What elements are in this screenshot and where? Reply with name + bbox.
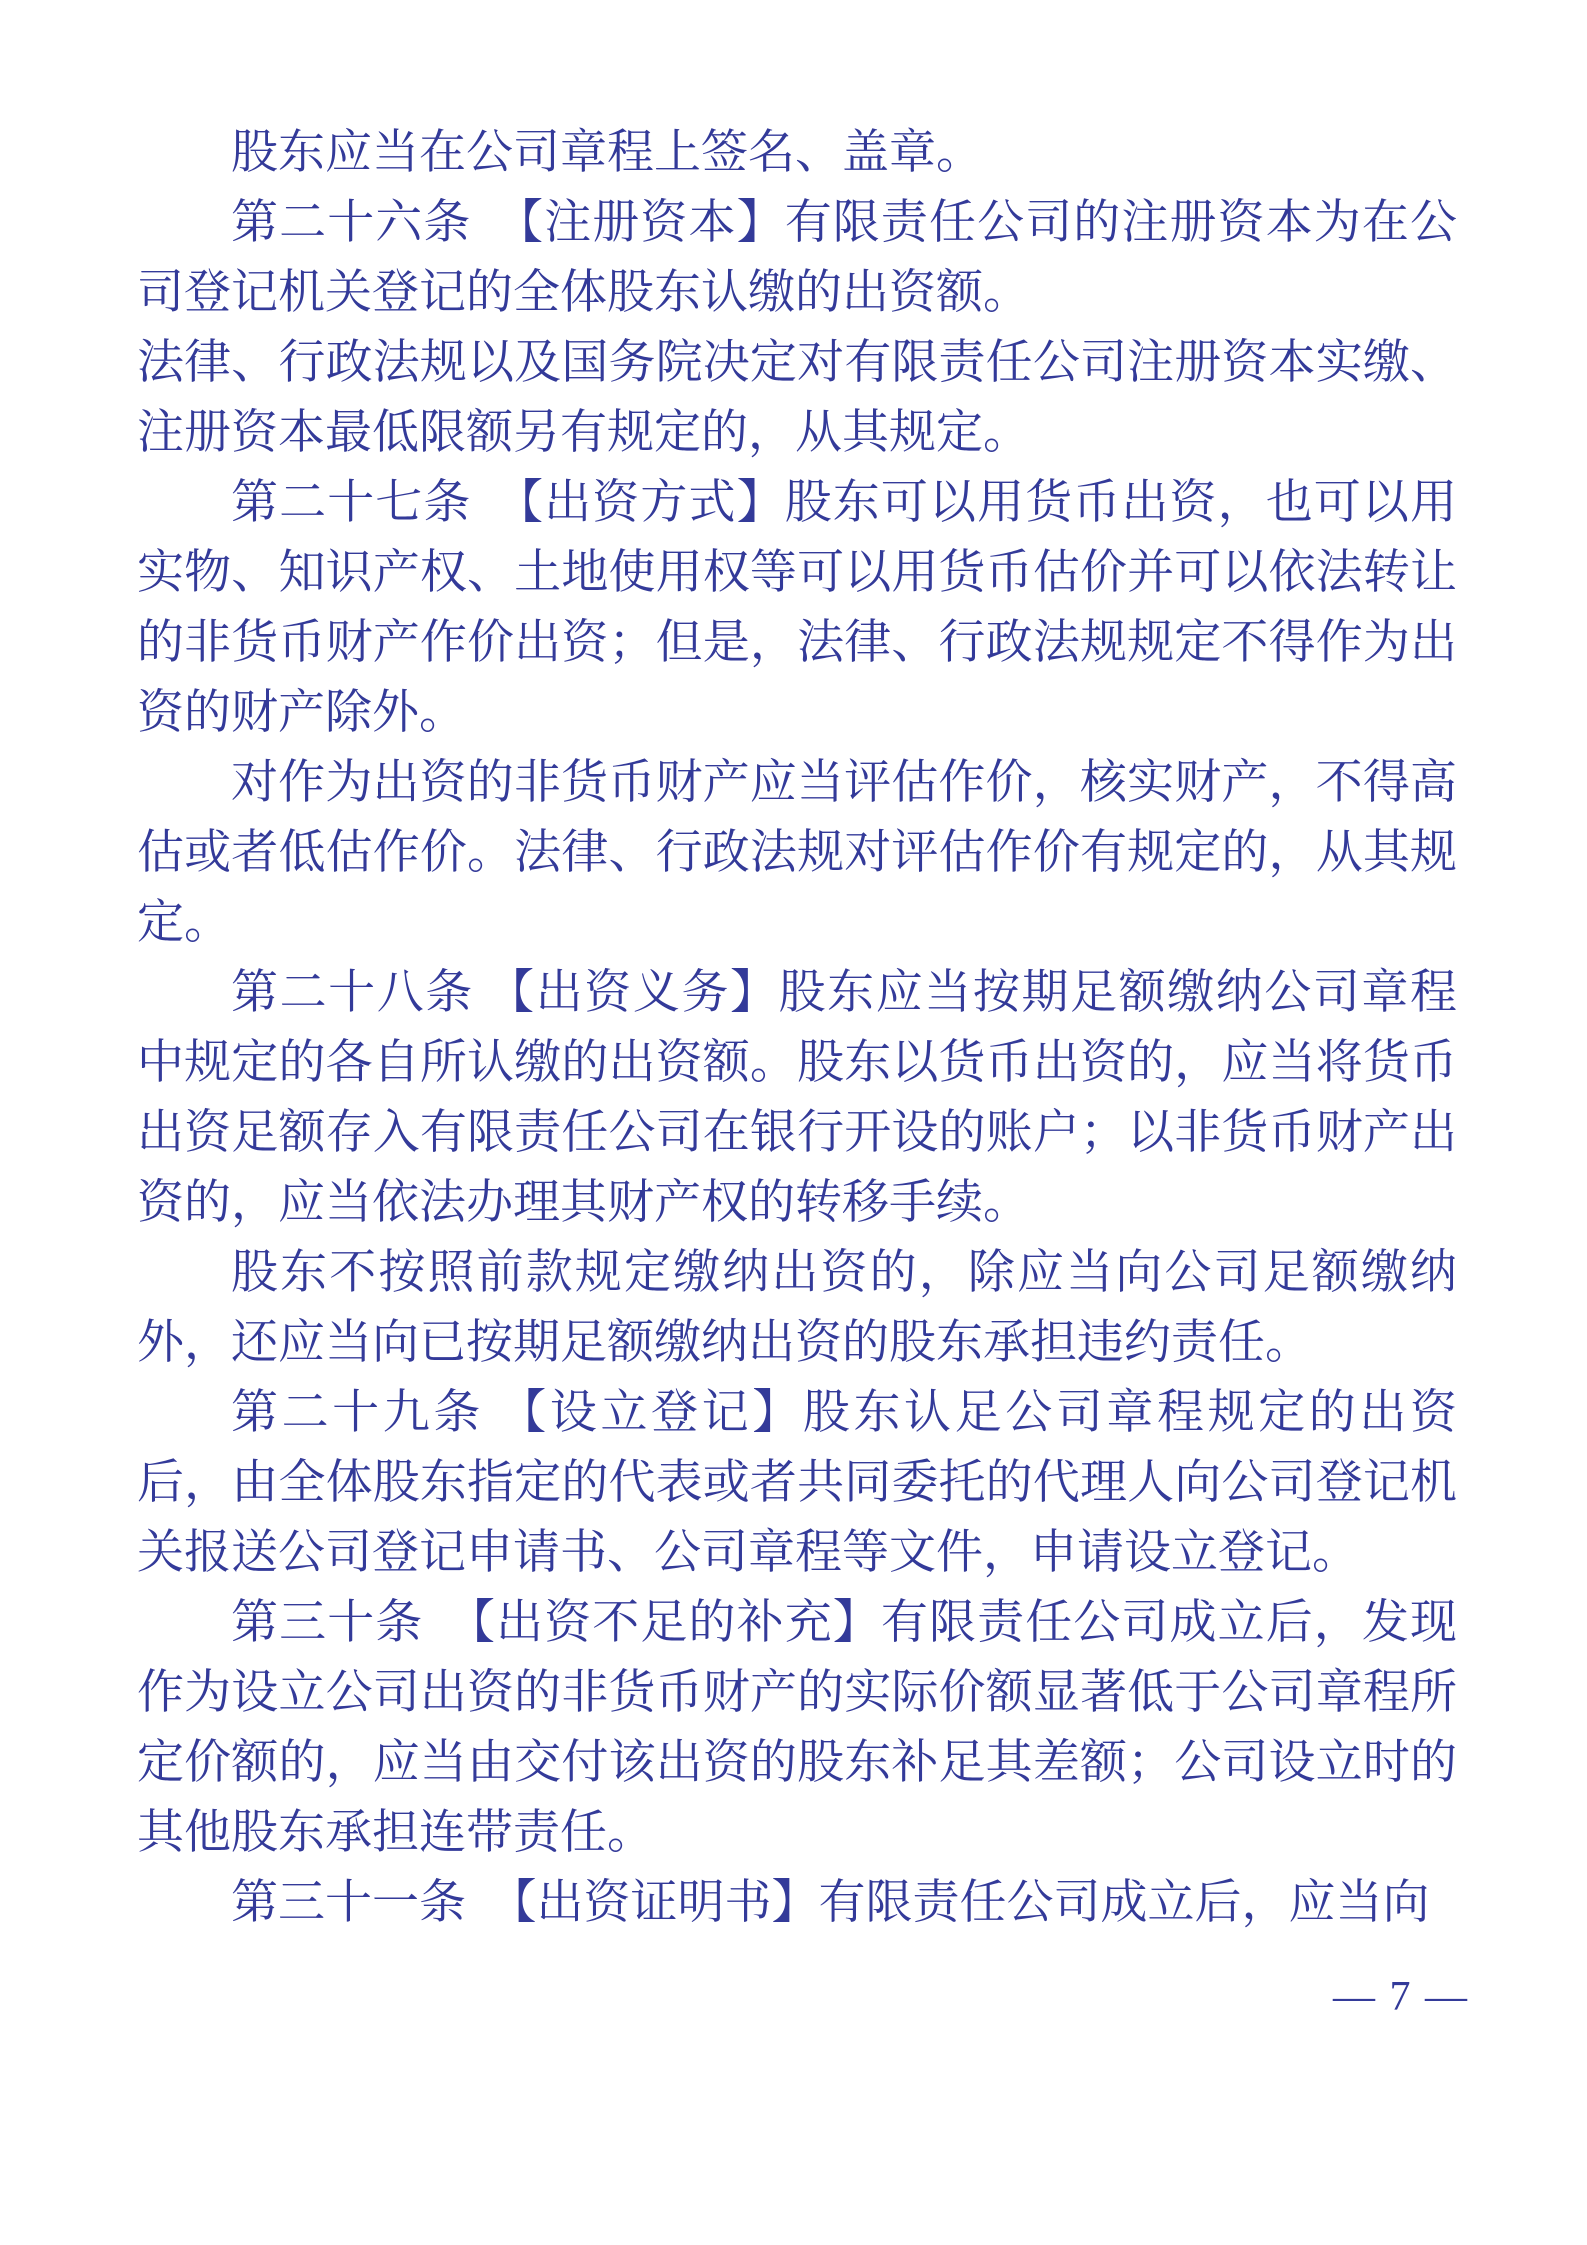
paragraph-article-28: 第二十八条 【出资义务】股东应当按期足额缴纳公司章程中规定的各自所认缴的出资额。股东以货币出资的，应当将货币出资足额存入有限责任公司在银行开设的账户；以非货币财产出资的，应当依法办理其财产权的转移手续。 xyxy=(137,967,1457,1229)
paragraph-article-30: 第三十条 【出资不足的补充】有限责任公司成立后，发现作为设立公司出资的非货币财产的实际价额显著低于公司章程所定价额的，应当由交付该出资的股东补足其差额；公司设立时的其他股东承担连带责任。 xyxy=(137,1597,1457,1859)
page-number: — 7 — xyxy=(1333,1974,1469,2020)
paragraph: 股东应当在公司章程上签名、盖章。 xyxy=(231,127,983,179)
paragraph: 股东不按照前款规定缴纳出资的，除应当向公司足额缴纳外，还应当向已按期足额缴纳出资的股东承担违约责任。 xyxy=(137,1247,1457,1369)
document-body-text xyxy=(137,118,1457,1938)
paragraph-article-29: 第二十九条 【设立登记】股东认足公司章程规定的出资后，由全体股东指定的代表或者共同委托的代理人向公司登记机关报送公司登记申请书、公司章程等文件，申请设立登记。 xyxy=(137,1387,1457,1579)
paragraph: 法律、行政法规以及国务院决定对有限责任公司注册资本实缴、注册资本最低限额另有规定的，从其规定。 xyxy=(137,337,1457,459)
paragraph-article-31: 第三十一条 【出资证明书】有限责任公司成立后，应当向 xyxy=(231,1877,1430,1929)
paragraph: 对作为出资的非货币财产应当评估作价，核实财产，不得高估或者低估作价。法律、行政法规对评估作价有规定的，从其规定。 xyxy=(137,757,1457,949)
paragraph-article-26: 第二十六条 【注册资本】有限责任公司的注册资本为在公司登记机关登记的全体股东认缴的出资额。 xyxy=(137,197,1457,319)
paragraph-article-27: 第二十七条 【出资方式】股东可以用货币出资，也可以用实物、知识产权、土地使用权等可以用货币估价并可以依法转让的非货币财产作价出资；但是，法律、行政法规规定不得作为出资的财产除外。 xyxy=(137,477,1457,739)
